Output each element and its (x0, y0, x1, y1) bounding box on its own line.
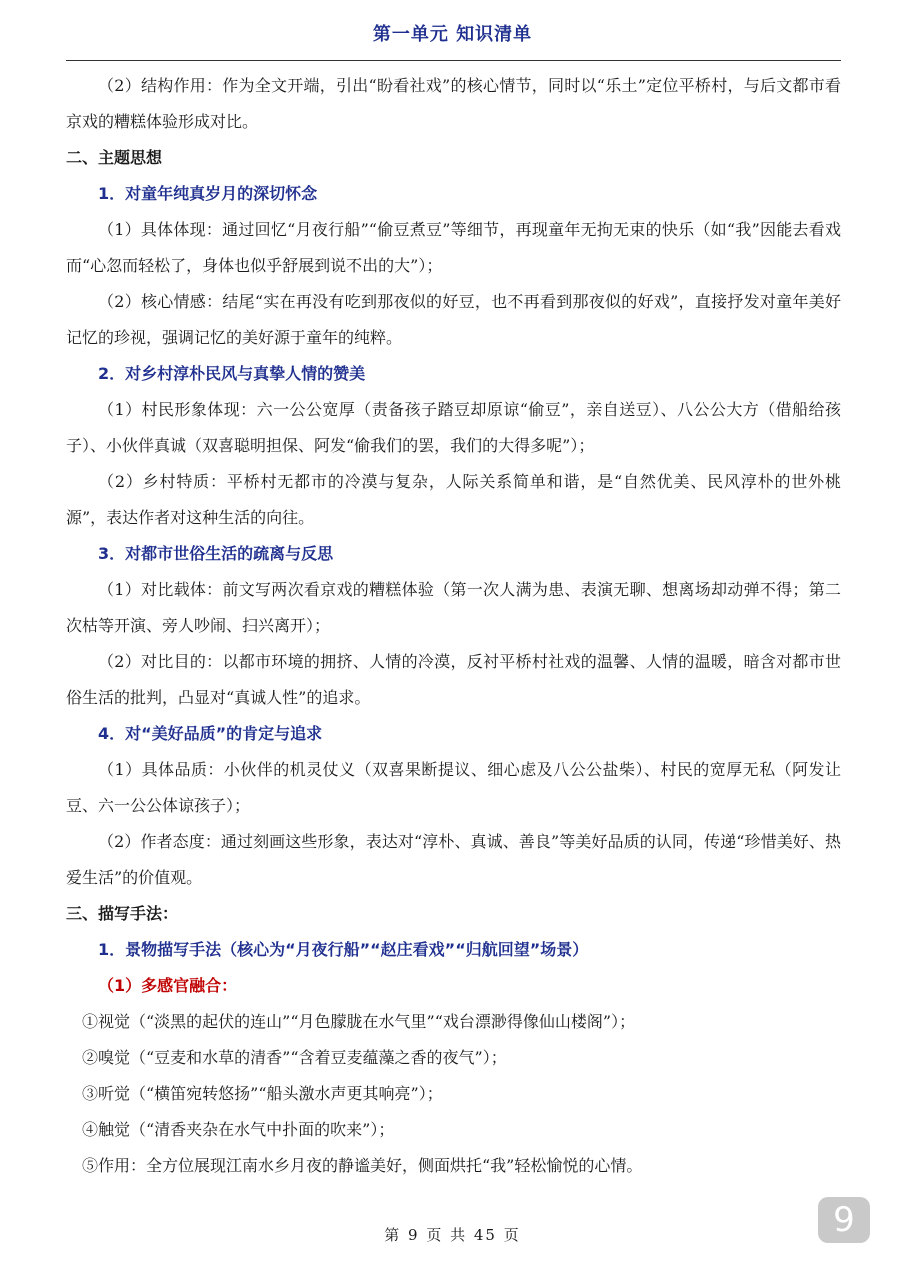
theme-3-point-2: （2）对比目的：以都市环境的拥挤、人情的冷漠，反衬平桥村社戏的温馨、人情的温暖，暗含对都市世俗生活的批判，凸显对“真诚人性”的追求。 (66, 652, 841, 707)
sense-item-effect: ⑤作用：全方位展现江南水乡月夜的静谧美好，侧面烘托“我”轻松愉悦的心情。 (82, 1156, 643, 1175)
theme-2-point-1: （1）村民形象体现：六一公公宽厚（责备孩子踏豆却原谅“偷豆”，亲自送豆）、八公公大方（借船给孩子）、小伙伴真诚（双喜聪明担保、阿发“偷我们的罢，我们的大得多呢”）； (66, 400, 841, 455)
header-divider (66, 60, 841, 61)
theme-3-point-1: （1）对比载体：前文写两次看京戏的糟糕体验（第一次人满为患、表演无聊、想离场却动弹不得；第二次枯等开演、旁人吵闹、扫兴离开）； (66, 580, 841, 635)
theme-2-heading: 2．对乡村淳朴民风与真挚人情的赞美 (98, 364, 366, 383)
theme-1-point-1: （1）具体体现：通过回忆“月夜行船”“偷豆煮豆”等细节，再现童年无拘无束的快乐（如“我”因能去看戏而“心忽而轻松了，身体也似乎舒展到说不出的大”）； (66, 220, 841, 275)
theme-4-heading: 4．对“美好品质”的肯定与追求 (98, 724, 323, 743)
theme-4-point-2: （2）作者态度：通过刻画这些形象，表达对“淳朴、真诚、善良”等美好品质的认同，传递“珍惜美好、热爱生活”的价值观。 (66, 832, 841, 887)
sense-item-smell: ②嗅觉（“豆麦和水草的清香”“含着豆麦蕴藻之香的夜气”）； (82, 1048, 507, 1067)
document-body (66, 68, 841, 1184)
sense-item-touch: ④触觉（“清香夹杂在水气中扑面的吹来”）； (82, 1120, 395, 1139)
paragraph-structure-function: （2）结构作用：作为全文开端，引出“盼看社戏”的核心情节，同时以“乐土”定位平桥村，与后文都市看京戏的糟糕体验形成对比。 (66, 76, 841, 131)
section-heading-method: 三、描写手法： (66, 904, 179, 923)
theme-2-point-2: （2）乡村特质：平桥村无都市的冷漠与复杂，人际关系简单和谐，是“自然优美、民风淳朴的世外桃源”，表达作者对这种生活的向往。 (66, 472, 841, 527)
section-heading-theme: 二、主题思想 (66, 148, 163, 167)
page-footer: 第 9 页 共 45 页 (384, 1226, 521, 1244)
theme-1-point-2: （2）核心情感：结尾“实在再没有吃到那夜似的好豆，也不再看到那夜似的好戏”，直接抒发对童年美好记忆的珍视，强调记忆的美好源于童年的纯粹。 (66, 292, 841, 347)
theme-1-heading: 1．对童年纯真岁月的深切怀念 (98, 184, 318, 203)
theme-3-heading: 3．对都市世俗生活的疏离与反思 (98, 544, 334, 563)
page-number-badge: 9 (818, 1197, 870, 1243)
sense-item-visual: ①视觉（“淡黑的起伏的连山”“月色朦胧在水气里”“戏台漂渺得像仙山楼阁”）； (82, 1012, 636, 1031)
theme-4-point-1: （1）具体品质：小伙伴的机灵仗义（双喜果断提议、细心虑及八公公盐柴）、村民的宽厚无私（阿发让豆、六一公公体谅孩子）； (66, 760, 841, 815)
method-1-subheading: （1）多感官融合： (98, 976, 238, 995)
page-header-title: 第一单元 知识清单 (372, 24, 533, 45)
sense-item-hearing: ③听觉（“横笛宛转悠扬”“船头激水声更其响亮”）； (82, 1084, 443, 1103)
method-1-heading: 1．景物描写手法（核心为“月夜行船”“赵庄看戏”“归航回望”场景） (98, 940, 589, 959)
